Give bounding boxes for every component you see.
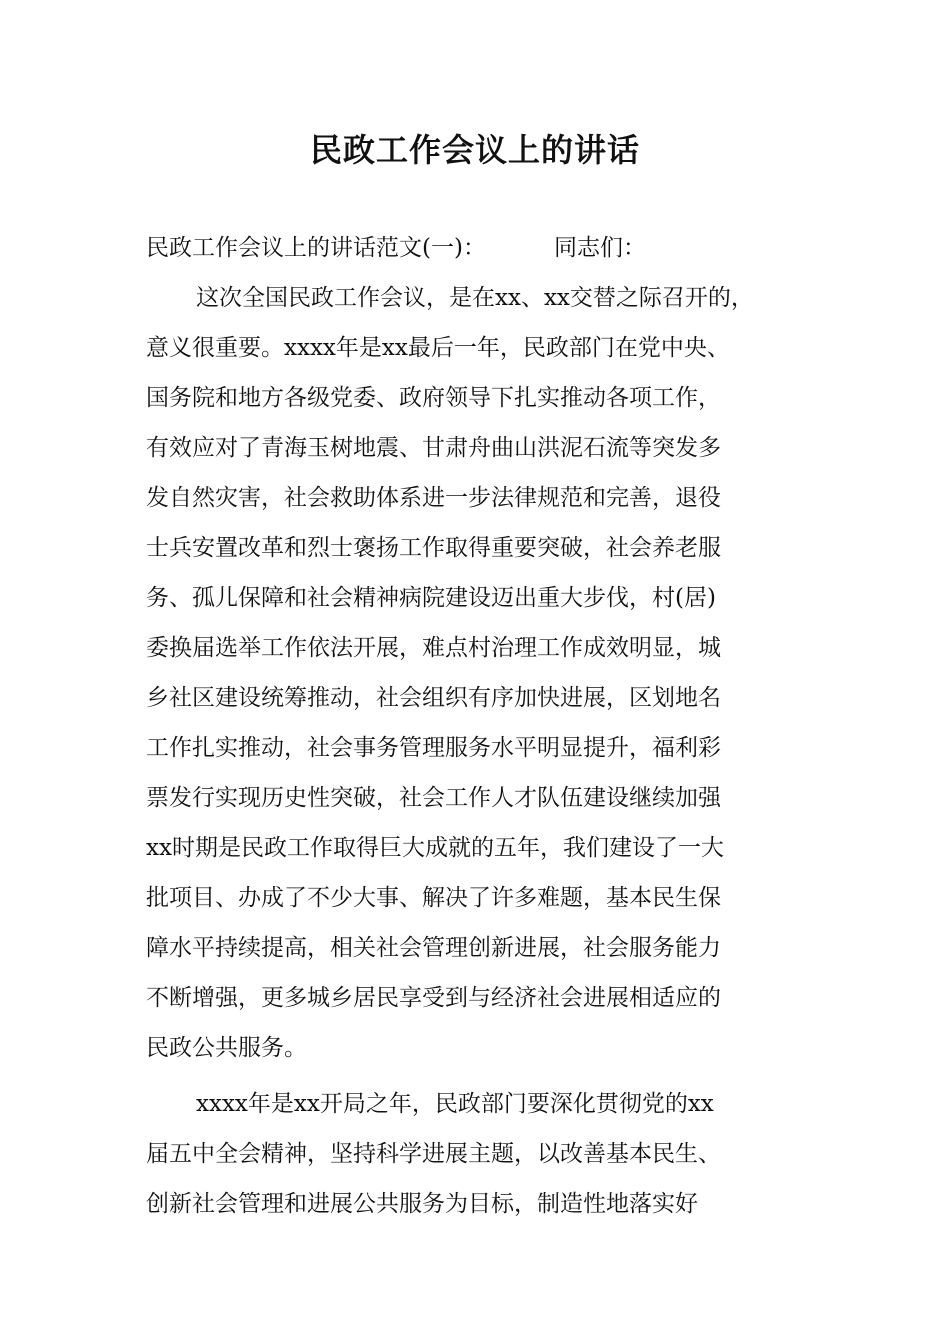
paragraph-line: 意义很重要。xxxx年是xx最后一年，民政部门在党中央、 (146, 335, 730, 361)
paragraph-line: 发自然灾害，社会救助体系进一步法律规范和完善，退役 (146, 485, 721, 511)
paragraph-line: 民政公共服务。 (146, 1035, 307, 1061)
paragraph-line: 有效应对了青海玉树地震、甘肃舟曲山洪泥石流等突发多 (146, 435, 721, 461)
paragraph-line: xx时期是民政工作取得巨大成就的五年，我们建设了一大 (146, 835, 724, 861)
paragraph-line: 工作扎实推动，社会事务管理服务水平明显提升，福利彩 (146, 735, 721, 761)
paragraph-line: 票发行实现历史性突破，社会工作人才队伍建设继续加强 (146, 785, 721, 811)
salutation: 同志们： (553, 235, 646, 261)
paragraph-line: 这次全国民政工作会议，是在xx、xx交替之际召开的， (196, 285, 754, 311)
paragraph-line: 乡社区建设统筹推动，社会组织有序加快进展，区划地名 (146, 685, 721, 711)
document-title: 民政工作会议上的讲话 (309, 131, 640, 169)
paragraph-2 (146, 1079, 816, 1229)
intro-label: 民政工作会议上的讲话范文(一)： (146, 235, 486, 261)
paragraph-line: 障水平持续提高，相关社会管理创新进展，社会服务能力 (146, 935, 721, 961)
intro-line (146, 223, 816, 273)
paragraph-1 (146, 273, 816, 1073)
paragraph-line: 士兵安置改革和烈士褒扬工作取得重要突破，社会养老服 (146, 535, 721, 561)
paragraph-line: 不断增强，更多城乡居民享受到与经济社会进展相适应的 (146, 985, 721, 1011)
document-body (146, 223, 816, 1229)
paragraph-line: 创新社会管理和进展公共服务为目标，制造性地落实好 (146, 1191, 698, 1217)
paragraph-line: 国务院和地方各级党委、政府领导下扎实推动各项工作， (146, 385, 721, 411)
paragraph-line: 务、孤儿保障和社会精神病院建设迈出重大步伐，村(居) (146, 585, 716, 611)
paragraph-line: 届五中全会精神，坚持科学进展主题，以改善基本民生、 (146, 1141, 721, 1167)
paragraph-line: 委换届选举工作依法开展，难点村治理工作成效明显，城 (146, 635, 721, 661)
paragraph-line: 批项目、办成了不少大事、解决了许多难题，基本民生保 (146, 885, 721, 911)
paragraph-line: xxxx年是xx开局之年，民政部门要深化贯彻党的xx (196, 1091, 714, 1117)
